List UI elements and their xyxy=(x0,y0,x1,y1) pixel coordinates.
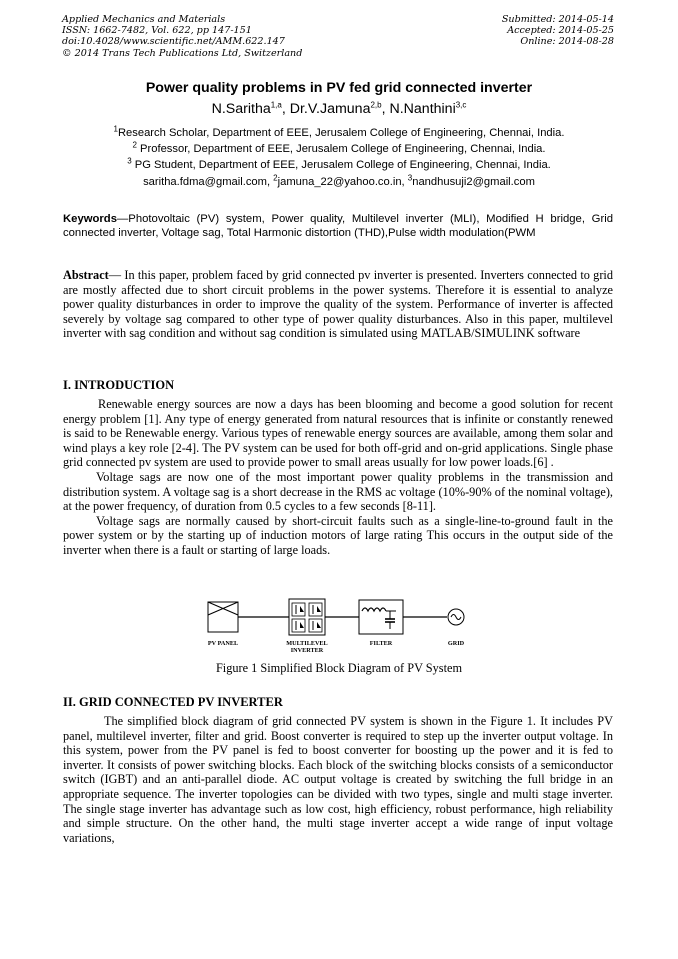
author-name: Dr.V.Jamuna xyxy=(289,101,371,117)
section-heading-grid-connected: II. GRID CONNECTED PV INVERTER xyxy=(63,695,283,709)
affiliation-3 xyxy=(0,156,678,171)
affiliation-text: PG Student, Department of EEE, Jerusalem College of Engineering, Chennai, India. xyxy=(131,159,551,171)
block-diagram xyxy=(200,597,482,639)
keywords-block xyxy=(63,212,613,240)
journal-name: Applied Mechanics and Materials xyxy=(62,14,226,25)
author-list xyxy=(0,101,678,117)
multilevel-inverter-block xyxy=(289,599,325,635)
paragraph: Renewable energy sources are now a days has been blooming and become a good solution for recent energy problem [1]. Any type of energy generated from natural resources that is infinite or constantly renewed is said to be Renewable energy. Various types of renewable energy sources are available, among them solar and wind plays a key role [2-4]. The PV system can be used for both off-grid and on-grid applications. Single phase grid connected pv system are used to provide power to small areas usually for low power loads.[6] . xyxy=(63,397,613,470)
email-link[interactable]: saritha.fdma@gmail.com, xyxy=(143,176,274,188)
email-link[interactable]: jamuna_22@yahoo.co.in, xyxy=(277,176,408,188)
affiliation-2 xyxy=(0,140,678,155)
doi-line: doi:10.4028/www.scientific.net/AMM.622.147 xyxy=(62,36,285,48)
section-heading-introduction: I. INTRODUCTION xyxy=(63,378,175,392)
affiliation-text: Professor, Department of EEE, Jerusalem College of Engineering, Chennai, India. xyxy=(136,143,546,155)
paragraph: The simplified block diagram of grid connected PV system is shown in the Figure 1. It includes PV panel, multilevel inverter, filter and grid. Boost converter is required to step up the inverter output voltage. In this system, power from the PV panel is fed to boost converter for boosting up the power and it is fed to inverter. It consists of power switching blocks. Each block of the switching blocks consists of a semiconductor switch (IGBT) and an anti-parallel diode. AC output voltage is created by switching the full bridge in an appropriate sequence. The inverter topologies can be divided with two types, single and multi stage inverter. The single stage inverter has advantage such as low cost, high efficiency, robust performance, high reliability and simple structure. On the other hand, the multi stage inverter accept a wide range of input voltage variations, xyxy=(63,714,613,845)
inverter-label-line: INVERTER xyxy=(290,647,324,654)
affiliation-sup: 1 xyxy=(113,124,118,134)
copyright-line: © 2014 Trans Tech Publications Ltd, Switzerland xyxy=(62,47,303,59)
grid-connected-body xyxy=(63,714,613,845)
introduction-body xyxy=(63,397,613,558)
abstract-label: Abstract xyxy=(63,268,109,282)
filter-block xyxy=(359,600,403,634)
grid-label: GRID xyxy=(447,640,465,647)
author-name: N.Saritha xyxy=(211,101,271,117)
email-list xyxy=(0,173,678,188)
submitted-date: Submitted: 2014-05-14 xyxy=(501,14,614,25)
email-link[interactable]: nandhusuji2@gmail.com xyxy=(412,176,535,188)
author-sup: 1,a xyxy=(270,100,282,110)
accepted-date: Accepted: 2014-05-25 xyxy=(507,25,614,37)
grid-source-icon xyxy=(448,609,464,625)
pv-panel-block xyxy=(208,602,238,632)
issn-line: ISSN: 1662-7482, Vol. 622, pp 147-151 xyxy=(62,25,252,37)
journal-header xyxy=(62,14,302,59)
figure-caption: Figure 1 Simplified Block Diagram of PV System xyxy=(215,661,463,675)
paper-title: Power quality problems in PV fed grid connected inverter xyxy=(145,80,533,96)
pv-panel-label: PV PANEL xyxy=(207,640,239,647)
email-sup: 3 xyxy=(407,173,413,183)
keywords-text: —Photovoltaic (PV) system, Power quality, Multilevel inverter (MLI), Modified H bridge, Grid connected inverter, Voltage sag, Total Harmonic distortion (THD),Pulse width modulation(PWM xyxy=(63,213,613,240)
online-date: Online: 2014-08-28 xyxy=(520,36,614,48)
author-sup: 2,b xyxy=(370,100,382,110)
block-diagram-figure xyxy=(200,597,482,657)
paragraph: Voltage sags are normally caused by short-circuit faults such as a single-line-to-ground fault in the power system or by the starting up of induction motors of large rating This occurs in the output side of the inverter when there is a fault or starting of large loads. xyxy=(63,513,613,557)
affiliation-text: Research Scholar, Department of EEE, Jerusalem College of Engineering, Chennai, India. xyxy=(117,127,565,139)
author-name: N.Nanthini xyxy=(389,101,456,117)
author-sup: 3,c xyxy=(455,100,467,110)
affiliation-sup: 2 xyxy=(132,140,137,150)
affiliation-1 xyxy=(0,124,678,139)
affiliation-sup: 3 xyxy=(127,156,132,166)
filter-label: FILTER xyxy=(369,640,393,647)
paragraph: Voltage sags are now one of the most important power quality problems in the transmission and distribution system. A voltage sag is a short decrease in the RMS ac voltage (10%-90% of the nominal voltage), at the power frequency, of duration from 0.5 cycles to a few seconds [8-11]. xyxy=(63,469,613,514)
author-separator: , xyxy=(281,101,290,117)
inverter-label xyxy=(280,640,334,654)
email-sup: 2 xyxy=(273,173,278,183)
abstract-text: — In this paper, problem faced by grid connected pv inverter is presented. Inverters connected to grid are mostly affected due to short circuit problems in the power systems. Therefore it is essential to analyze power quality disturbances in order to improve the quality of the system. Performance of inverter is affected severely by voltage sag compared to other type of power quality disturbances. Also in this paper, multilevel inverter with sag condition and without sag condition is simulated using MATLAB/SIMULINK software xyxy=(63,268,613,341)
author-separator: , xyxy=(381,101,390,117)
abstract-block xyxy=(63,268,613,341)
inverter-label-line: MULTILEVEL xyxy=(286,640,328,647)
dates-header xyxy=(502,14,614,48)
keywords-label: Keywords xyxy=(63,213,117,225)
